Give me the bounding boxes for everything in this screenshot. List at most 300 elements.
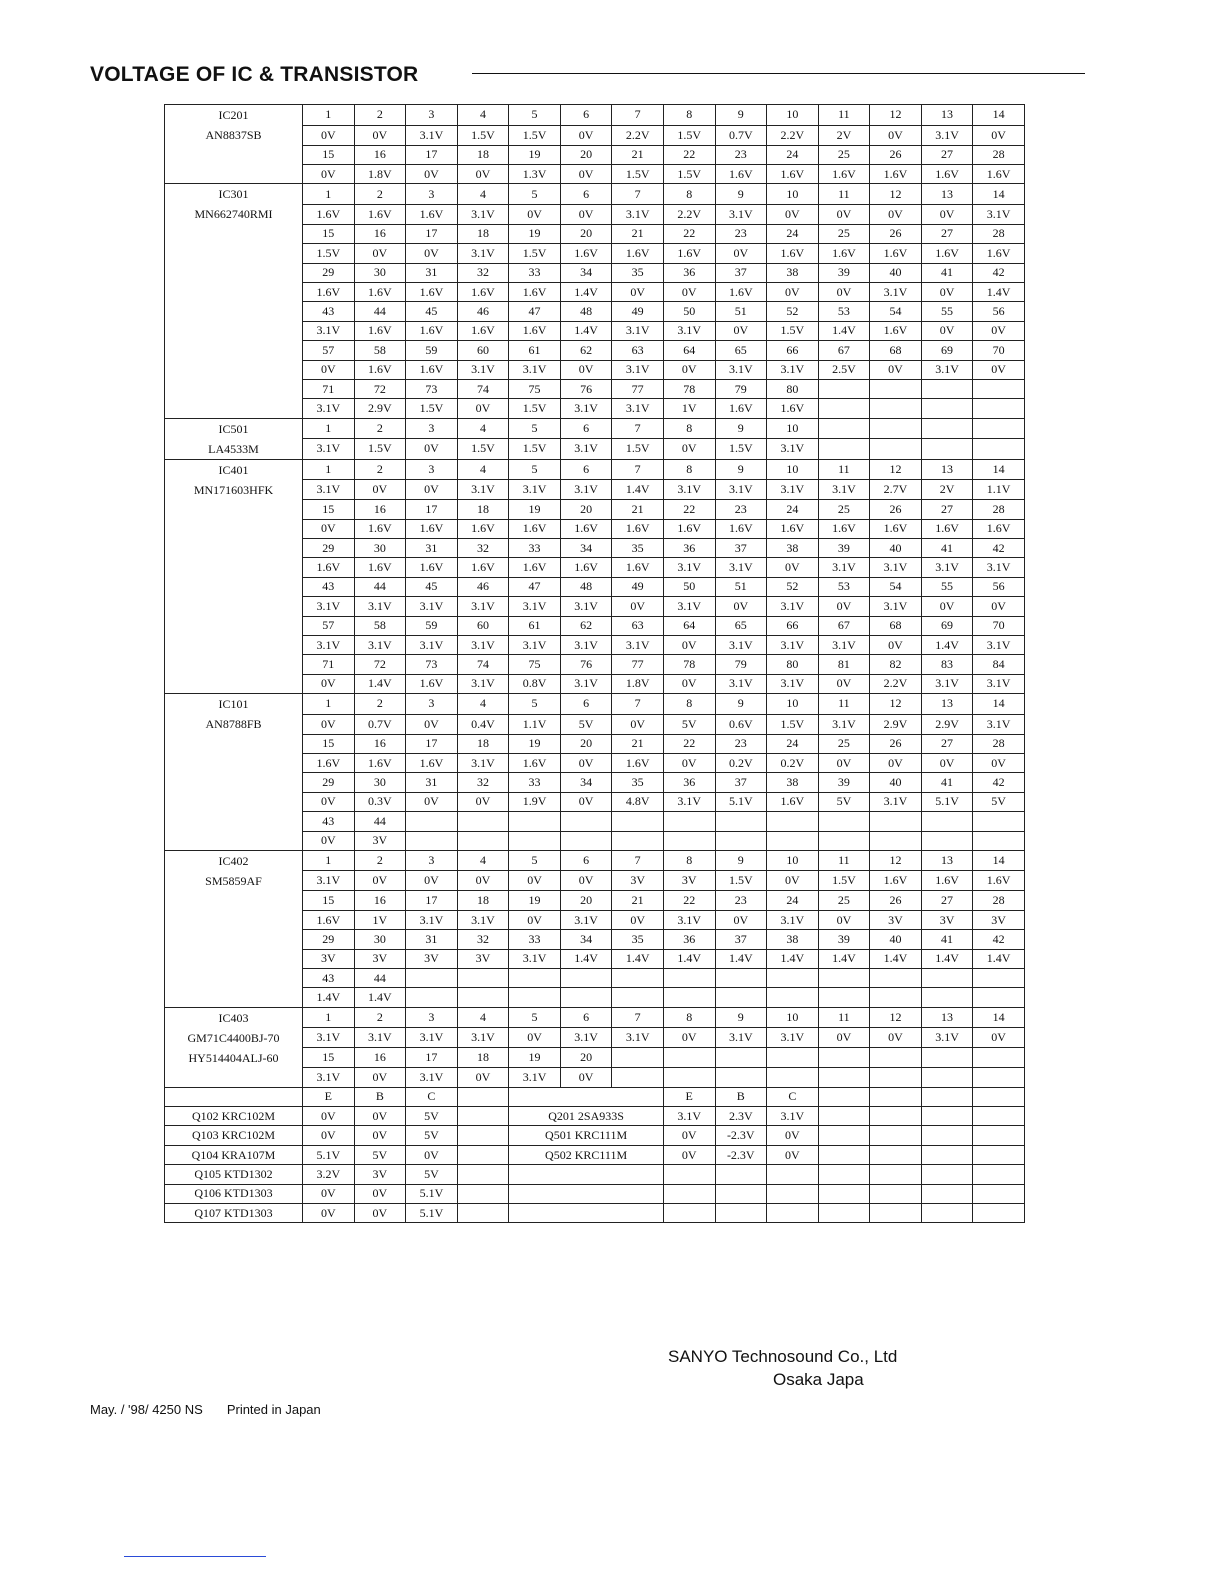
pin-voltage-cell: 0V	[303, 714, 355, 734]
pin-voltage-cell: 3.1V	[354, 597, 406, 616]
pin-number-cell: 49	[612, 577, 664, 596]
pin-number-cell: 84	[973, 655, 1025, 674]
pin-voltage-cell: 2.2V	[612, 125, 664, 145]
pin-number-cell: 37	[715, 930, 767, 949]
ic-label-cell: AN8837SB	[165, 125, 303, 145]
pin-number-cell: 18	[457, 1048, 509, 1068]
pin-number-cell: 66	[767, 341, 819, 360]
transistor-header-row	[165, 1087, 1025, 1106]
pin-voltage-cell: 2.2V	[767, 125, 819, 145]
ic-label-cell	[165, 988, 303, 1007]
empty-cell	[921, 1087, 973, 1106]
pin-number-cell: 1	[303, 459, 355, 480]
pin-number-cell: 47	[509, 302, 561, 321]
table-row	[165, 1184, 1025, 1203]
pin-voltage-cell: 1.6V	[973, 871, 1025, 891]
table-row	[165, 714, 1025, 734]
pin-voltage-cell: 0V	[354, 1068, 406, 1087]
pin-voltage-cell: 1.4V	[818, 949, 870, 968]
pin-voltage-cell: 3V	[406, 949, 458, 968]
pin-voltage-cell: 0V	[354, 125, 406, 145]
pin-voltage-cell: 1.6V	[663, 519, 715, 538]
ic-label-cell: IC201	[165, 105, 303, 126]
pin-number-cell: 16	[354, 224, 406, 243]
table-row	[165, 930, 1025, 949]
pin-number-cell: 79	[715, 655, 767, 674]
pin-voltage-cell: 1.6V	[973, 164, 1025, 183]
empty-cell	[818, 1165, 870, 1184]
ic-label-cell	[165, 753, 303, 772]
pin-voltage-cell: 1.6V	[870, 519, 922, 538]
pin-number-cell: 8	[663, 418, 715, 439]
pin-voltage-cell	[406, 988, 458, 1007]
pin-number-cell: 22	[663, 224, 715, 243]
pin-voltage-cell: 3V	[921, 910, 973, 929]
pin-voltage-cell: 3.1V	[303, 321, 355, 340]
pin-voltage-cell: 0.4V	[457, 714, 509, 734]
pin-voltage-cell: 1.4V	[354, 988, 406, 1007]
pin-voltage-cell: 0V	[870, 125, 922, 145]
pin-voltage-cell: 3V	[870, 910, 922, 929]
pin-voltage-cell: 3.1V	[560, 399, 612, 418]
pin-voltage-cell: 0V	[560, 204, 612, 224]
pin-number-cell: 12	[870, 105, 922, 126]
pin-voltage-cell: 1.4V	[560, 321, 612, 340]
pin-voltage-cell: 3.1V	[303, 597, 355, 616]
table-row	[165, 1165, 1025, 1184]
ic-label-cell	[165, 263, 303, 282]
pin-voltage-cell: 0V	[457, 792, 509, 811]
pin-number-cell	[921, 812, 973, 831]
pin-voltage-cell: 1.6V	[715, 282, 767, 301]
transistor-voltage-cell: 3.1V	[663, 1107, 715, 1126]
empty-cell	[457, 1204, 509, 1223]
table-row	[165, 360, 1025, 379]
pin-voltage-cell: 1.6V	[921, 871, 973, 891]
pin-number-cell: 28	[973, 891, 1025, 910]
pin-number-cell: 16	[354, 500, 406, 519]
pin-number-cell: 71	[303, 379, 355, 398]
pin-number-cell: 9	[715, 418, 767, 439]
pin-number-cell: 24	[767, 734, 819, 753]
pin-voltage-cell: 3V	[973, 910, 1025, 929]
table-row	[165, 341, 1025, 360]
terminal-header-cell: E	[303, 1087, 355, 1106]
pin-number-cell: 18	[457, 224, 509, 243]
pin-voltage-cell: 1.1V	[973, 480, 1025, 500]
empty-cell	[921, 1145, 973, 1164]
pin-voltage-cell: 3.1V	[973, 204, 1025, 224]
ic-label-cell	[165, 812, 303, 831]
pin-voltage-cell: 2.2V	[870, 674, 922, 693]
pin-voltage-cell: 0V	[406, 714, 458, 734]
pin-voltage-cell: 1.1V	[509, 714, 561, 734]
pin-voltage-cell: 3.1V	[612, 635, 664, 654]
pin-number-cell: 68	[870, 616, 922, 635]
pin-voltage-cell: 3.1V	[457, 753, 509, 772]
pin-number-cell: 18	[457, 145, 509, 164]
pin-number-cell	[767, 969, 819, 988]
pin-voltage-cell	[560, 988, 612, 1007]
pin-number-cell: 38	[767, 538, 819, 557]
pin-number-cell: 52	[767, 302, 819, 321]
table-row	[165, 655, 1025, 674]
pin-voltage-cell: 1.6V	[818, 164, 870, 183]
pin-voltage-cell: 1.6V	[715, 519, 767, 538]
pin-number-cell: 2	[354, 184, 406, 205]
table-row	[165, 753, 1025, 772]
pin-voltage-cell: 3.1V	[509, 480, 561, 500]
pin-number-cell: 14	[973, 1007, 1025, 1028]
pin-voltage-cell: 0V	[767, 204, 819, 224]
empty-cell	[818, 1126, 870, 1145]
pin-voltage-cell: 1.3V	[509, 164, 561, 183]
pin-number-cell: 56	[973, 577, 1025, 596]
table-row	[165, 635, 1025, 654]
pin-voltage-cell: 3.1V	[612, 360, 664, 379]
pin-voltage-cell: 1.5V	[509, 439, 561, 460]
table-row	[165, 263, 1025, 282]
empty-cell	[973, 1087, 1025, 1106]
pin-voltage-cell	[612, 1068, 664, 1087]
transistor-name-cell: Q201 2SA933S	[509, 1107, 664, 1126]
pin-voltage-cell: 3.1V	[973, 635, 1025, 654]
transistor-label-cell	[165, 1087, 303, 1106]
empty-cell	[870, 1165, 922, 1184]
ic-label-cell	[165, 500, 303, 519]
pin-voltage-cell: 1.6V	[715, 164, 767, 183]
pin-number-cell: 9	[715, 1007, 767, 1028]
pin-voltage-cell: 3.1V	[406, 1028, 458, 1048]
pin-voltage-cell: 1.6V	[354, 519, 406, 538]
pin-voltage-cell: 1.5V	[509, 125, 561, 145]
pin-voltage-cell: 2V	[921, 480, 973, 500]
transistor-name-cell: Q502 KRC111M	[509, 1145, 664, 1164]
pin-number-cell: 63	[612, 616, 664, 635]
terminal-header-cell: E	[663, 1087, 715, 1106]
empty-cell	[870, 1184, 922, 1203]
table-row	[165, 1145, 1025, 1164]
pin-voltage-cell: 3.1V	[457, 204, 509, 224]
pin-voltage-cell: 3.1V	[715, 558, 767, 577]
pin-number-cell: 7	[612, 418, 664, 439]
pin-voltage-cell: 2.7V	[870, 480, 922, 500]
pin-voltage-cell: 1.4V	[303, 988, 355, 1007]
pin-voltage-cell: 1.6V	[767, 519, 819, 538]
pin-number-cell	[818, 812, 870, 831]
pin-number-cell: 14	[973, 184, 1025, 205]
pin-voltage-cell: 1.6V	[818, 519, 870, 538]
pin-number-cell: 48	[560, 302, 612, 321]
table-row	[165, 145, 1025, 164]
pin-number-cell	[612, 812, 664, 831]
pin-number-cell: 26	[870, 734, 922, 753]
pin-voltage-cell: 0V	[457, 1068, 509, 1087]
pin-number-cell: 67	[818, 341, 870, 360]
pin-voltage-cell: 3.1V	[457, 910, 509, 929]
pin-voltage-cell: 0V	[921, 753, 973, 772]
pin-voltage-cell: 1V	[354, 910, 406, 929]
pin-number-cell	[663, 812, 715, 831]
pin-number-cell: 2	[354, 105, 406, 126]
pin-voltage-cell: 3.1V	[973, 558, 1025, 577]
pin-number-cell	[509, 812, 561, 831]
pin-voltage-cell: 1.4V	[921, 949, 973, 968]
pin-number-cell	[973, 969, 1025, 988]
pin-voltage-cell: 3.1V	[767, 439, 819, 460]
terminal-header-cell: B	[715, 1087, 767, 1106]
pin-number-cell: 12	[870, 694, 922, 715]
transistor-voltage-cell: -2.3V	[715, 1126, 767, 1145]
pin-voltage-cell: 3V	[457, 949, 509, 968]
ic-label-cell	[165, 379, 303, 398]
pin-voltage-cell	[612, 831, 664, 850]
pin-voltage-cell: 0V	[921, 321, 973, 340]
pin-voltage-cell: 3.1V	[560, 480, 612, 500]
table-row	[165, 302, 1025, 321]
pin-number-cell: 66	[767, 616, 819, 635]
pin-voltage-cell: 2.5V	[818, 360, 870, 379]
pin-voltage-cell: 0V	[303, 674, 355, 693]
pin-voltage-cell	[973, 988, 1025, 1007]
pin-number-cell: 19	[509, 224, 561, 243]
pin-number-cell	[921, 1048, 973, 1068]
pin-voltage-cell: 1.6V	[870, 244, 922, 263]
pin-voltage-cell: 3.1V	[767, 910, 819, 929]
ic-label-cell	[165, 282, 303, 301]
transistor-name-cell	[509, 1184, 664, 1203]
pin-number-cell: 39	[818, 538, 870, 557]
transistor-voltage-cell: 0V	[354, 1126, 406, 1145]
pin-number-cell	[870, 379, 922, 398]
pin-number-cell: 12	[870, 1007, 922, 1028]
pin-number-cell: 3	[406, 418, 458, 439]
pin-voltage-cell: 0V	[767, 558, 819, 577]
pin-voltage-cell: 0V	[457, 871, 509, 891]
empty-cell	[921, 1107, 973, 1126]
ic-label-cell	[165, 302, 303, 321]
pin-number-cell: 47	[509, 577, 561, 596]
empty-cell	[457, 1145, 509, 1164]
transistor-voltage-cell: 3V	[354, 1165, 406, 1184]
pin-number-cell: 65	[715, 341, 767, 360]
transistor-voltage-cell: 0V	[663, 1126, 715, 1145]
pin-voltage-cell: 1.6V	[612, 558, 664, 577]
pin-voltage-cell: 1.6V	[767, 164, 819, 183]
pin-voltage-cell: 0.6V	[715, 714, 767, 734]
pin-voltage-cell: 5V	[663, 714, 715, 734]
pin-voltage-cell: 1.6V	[767, 399, 819, 418]
transistor-voltage-cell: 0V	[767, 1126, 819, 1145]
pin-number-cell: 60	[457, 616, 509, 635]
pin-voltage-cell	[973, 1068, 1025, 1087]
pin-number-cell: 2	[354, 1007, 406, 1028]
pin-voltage-cell: 1.6V	[303, 282, 355, 301]
pin-voltage-cell: 1.6V	[921, 164, 973, 183]
table-row	[165, 399, 1025, 418]
transistor-voltage-cell	[715, 1204, 767, 1223]
pin-number-cell	[921, 969, 973, 988]
pin-number-cell: 17	[406, 1048, 458, 1068]
pin-voltage-cell: 3.1V	[457, 597, 509, 616]
pin-number-cell: 26	[870, 224, 922, 243]
pin-number-cell: 7	[612, 1007, 664, 1028]
pin-number-cell: 45	[406, 577, 458, 596]
pin-number-cell: 69	[921, 341, 973, 360]
pin-voltage-cell: 1.6V	[663, 244, 715, 263]
pin-voltage-cell: 3.1V	[921, 558, 973, 577]
pin-number-cell: 31	[406, 263, 458, 282]
pin-voltage-cell: 1.6V	[509, 753, 561, 772]
pin-voltage-cell: 3.1V	[457, 674, 509, 693]
pin-number-cell: 58	[354, 341, 406, 360]
pin-number-cell	[870, 418, 922, 439]
pin-voltage-cell: 0V	[406, 871, 458, 891]
pin-voltage-cell	[921, 988, 973, 1007]
pin-voltage-cell	[921, 399, 973, 418]
table-row	[165, 773, 1025, 792]
pin-number-cell: 82	[870, 655, 922, 674]
pin-voltage-cell: 3.1V	[560, 674, 612, 693]
pin-voltage-cell: 3.1V	[663, 597, 715, 616]
ic-label-cell	[165, 949, 303, 968]
pin-number-cell: 5	[509, 105, 561, 126]
transistor-name-cell: Q107 KTD1303	[165, 1204, 303, 1223]
pin-voltage-cell: 0V	[406, 480, 458, 500]
pin-number-cell: 60	[457, 341, 509, 360]
pin-voltage-cell: 3V	[663, 871, 715, 891]
pin-number-cell: 39	[818, 773, 870, 792]
pin-voltage-cell	[870, 439, 922, 460]
pin-number-cell	[870, 812, 922, 831]
pin-number-cell	[870, 1048, 922, 1068]
pin-voltage-cell: 5V	[818, 792, 870, 811]
transistor-voltage-cell	[767, 1204, 819, 1223]
pin-number-cell: 24	[767, 500, 819, 519]
pin-voltage-cell: 3.1V	[303, 439, 355, 460]
pin-voltage-cell: 1.6V	[870, 321, 922, 340]
pin-number-cell	[818, 1048, 870, 1068]
pin-number-cell: 34	[560, 930, 612, 949]
pin-voltage-cell: 1.5V	[818, 871, 870, 891]
pin-number-cell: 52	[767, 577, 819, 596]
pin-number-cell: 17	[406, 145, 458, 164]
pin-number-cell: 23	[715, 145, 767, 164]
pin-voltage-cell: 1.6V	[509, 282, 561, 301]
pin-number-cell: 81	[818, 655, 870, 674]
pin-number-cell: 27	[921, 145, 973, 164]
pin-voltage-cell: 3.1V	[560, 1028, 612, 1048]
transistor-voltage-cell: 0V	[663, 1145, 715, 1164]
pin-voltage-cell	[818, 831, 870, 850]
pin-number-cell: 51	[715, 577, 767, 596]
pin-number-cell: 76	[560, 379, 612, 398]
pin-number-cell: 51	[715, 302, 767, 321]
pin-number-cell: 23	[715, 734, 767, 753]
pin-voltage-cell	[509, 831, 561, 850]
empty-cell	[870, 1087, 922, 1106]
ic-label-cell: IC401	[165, 459, 303, 480]
pin-number-cell	[612, 1048, 664, 1068]
terminal-header-cell: B	[354, 1087, 406, 1106]
transistor-voltage-cell: 5.1V	[406, 1204, 458, 1223]
pin-voltage-cell: 3.1V	[303, 480, 355, 500]
pin-number-cell: 5	[509, 418, 561, 439]
pin-voltage-cell	[870, 399, 922, 418]
ic-label-cell	[165, 635, 303, 654]
pin-voltage-cell: 0V	[560, 753, 612, 772]
pin-voltage-cell: 0V	[818, 597, 870, 616]
pin-number-cell: 12	[870, 459, 922, 480]
pin-voltage-cell: 3.1V	[560, 635, 612, 654]
pin-voltage-cell	[715, 988, 767, 1007]
pin-voltage-cell: 0V	[663, 282, 715, 301]
pin-voltage-cell	[663, 831, 715, 850]
pin-voltage-cell: 0V	[509, 871, 561, 891]
pin-voltage-cell: 3.1V	[818, 714, 870, 734]
pin-number-cell: 12	[870, 184, 922, 205]
pin-voltage-cell: 0V	[921, 597, 973, 616]
ic-label-cell	[165, 616, 303, 635]
pin-number-cell: 7	[612, 850, 664, 871]
pin-voltage-cell: 3V	[303, 949, 355, 968]
pin-number-cell: 2	[354, 459, 406, 480]
pin-number-cell: 8	[663, 184, 715, 205]
pin-number-cell: 15	[303, 891, 355, 910]
pin-number-cell: 64	[663, 616, 715, 635]
pin-number-cell	[406, 812, 458, 831]
pin-number-cell: 46	[457, 302, 509, 321]
pin-number-cell: 5	[509, 459, 561, 480]
table-row	[165, 418, 1025, 439]
pin-number-cell: 17	[406, 224, 458, 243]
pin-number-cell: 16	[354, 1048, 406, 1068]
pin-number-cell	[818, 969, 870, 988]
pin-voltage-cell	[612, 988, 664, 1007]
pin-number-cell: 43	[303, 302, 355, 321]
pin-number-cell: 10	[767, 459, 819, 480]
company-name: SANYO Technosound Co., Ltd	[668, 1347, 898, 1366]
table-row	[165, 910, 1025, 929]
pin-voltage-cell: 0V	[818, 204, 870, 224]
pin-number-cell: 3	[406, 694, 458, 715]
table-row	[165, 558, 1025, 577]
pin-number-cell: 44	[354, 969, 406, 988]
pin-voltage-cell	[818, 439, 870, 460]
pin-voltage-cell	[663, 1068, 715, 1087]
ic-label-cell	[165, 538, 303, 557]
pin-voltage-cell	[560, 831, 612, 850]
pin-number-cell	[818, 379, 870, 398]
pin-number-cell: 21	[612, 224, 664, 243]
ic-label-cell	[165, 930, 303, 949]
pin-voltage-cell: 1.4V	[715, 949, 767, 968]
empty-cell	[921, 1165, 973, 1184]
pin-voltage-cell: 3.1V	[560, 597, 612, 616]
pin-number-cell: 4	[457, 459, 509, 480]
pin-voltage-cell: 2.9V	[870, 714, 922, 734]
pin-voltage-cell: 1.4V	[818, 321, 870, 340]
ic-label-cell	[165, 891, 303, 910]
pin-voltage-cell: 3V	[354, 831, 406, 850]
ic-label-cell	[165, 910, 303, 929]
pin-voltage-cell: 1.6V	[560, 558, 612, 577]
pin-voltage-cell: 0V	[663, 360, 715, 379]
pin-voltage-cell: 1.6V	[457, 519, 509, 538]
pin-voltage-cell: 1.5V	[354, 439, 406, 460]
pin-number-cell: 11	[818, 694, 870, 715]
pin-number-cell: 27	[921, 734, 973, 753]
